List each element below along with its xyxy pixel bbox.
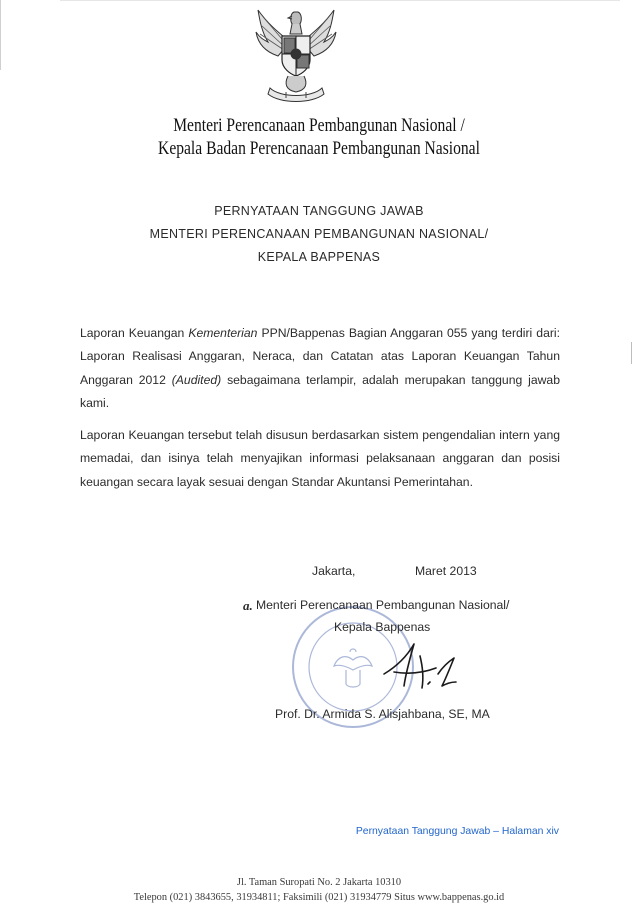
document-title-line-3: KEPALA BAPPENAS: [257, 250, 381, 264]
paragraph-1-italic-2: (Audited): [171, 372, 222, 387]
statement-paragraph-1: [80, 322, 560, 415]
scan-edge-right: [631, 342, 632, 364]
signature-city: Jakarta,: [312, 564, 356, 578]
letterhead-line-2: Kepala Badan Perencanaan Pembangunan Nasional: [158, 138, 480, 159]
signatory-title-line-1: Menteri Perencanaan Pembangunan Nasional/: [256, 598, 510, 612]
signature-date: Maret 2013: [415, 564, 477, 578]
letterhead-line-1: Menteri Perencanaan Pembangunan Nasional /: [173, 115, 465, 136]
paragraph-1-italic-1: Kementerian: [188, 326, 258, 340]
signatory-title-line-2: Kepala Bappenas: [334, 620, 431, 634]
paragraph-1-text-c: sebagaimana terlampir, adalah merupakan tanggung jawab kami.: [80, 372, 560, 410]
footer-contact: Telepon (021) 3843655, 31934811; Faksimili (021) 31934779 Situs www.bappenas.go.id: [133, 892, 505, 903]
statement-paragraph-2: Laporan Keuangan tersebut telah disusun berdasarkan sistem pengendalian intern yang memadai, dan isinya telah menyajikan informasi pelaksanaan anggaran dan posisi keuangan secara layak sesuai dengan Standar Akuntansi Pemerintahan.: [80, 428, 560, 489]
scan-edge-top: [60, 0, 620, 1]
scan-edge-left: [0, 0, 1, 70]
paragraph-1-text-b: PPN/Bappenas Bagian Anggaran 055 yang terdiri dari: Laporan Realisasi Anggaran, Neraca, dan Catatan atas Laporan Keuangan Tahun Anggaran 2012: [80, 326, 560, 387]
document-title-line-1: PERNYATAAN TANGGUNG JAWAB: [214, 204, 424, 218]
signatory-name: Prof. Dr. Armida S. Alisjahbana, SE, MA: [275, 707, 490, 721]
footer-address: Jl. Taman Suropati No. 2 Jakarta 10310: [236, 877, 402, 888]
signature-on-behalf-mark: a.: [243, 598, 253, 613]
page-footer-label: Pernyataan Tanggung Jawab – Halaman xiv: [355, 826, 559, 837]
garuda-emblem-icon: [240, 2, 352, 108]
handwritten-signature-icon: [380, 628, 458, 698]
paragraph-1-text-a: Laporan Keuangan: [80, 326, 189, 340]
document-title-line-2: MENTERI PERENCANAAN PEMBANGUNAN NASIONAL/: [149, 227, 489, 241]
